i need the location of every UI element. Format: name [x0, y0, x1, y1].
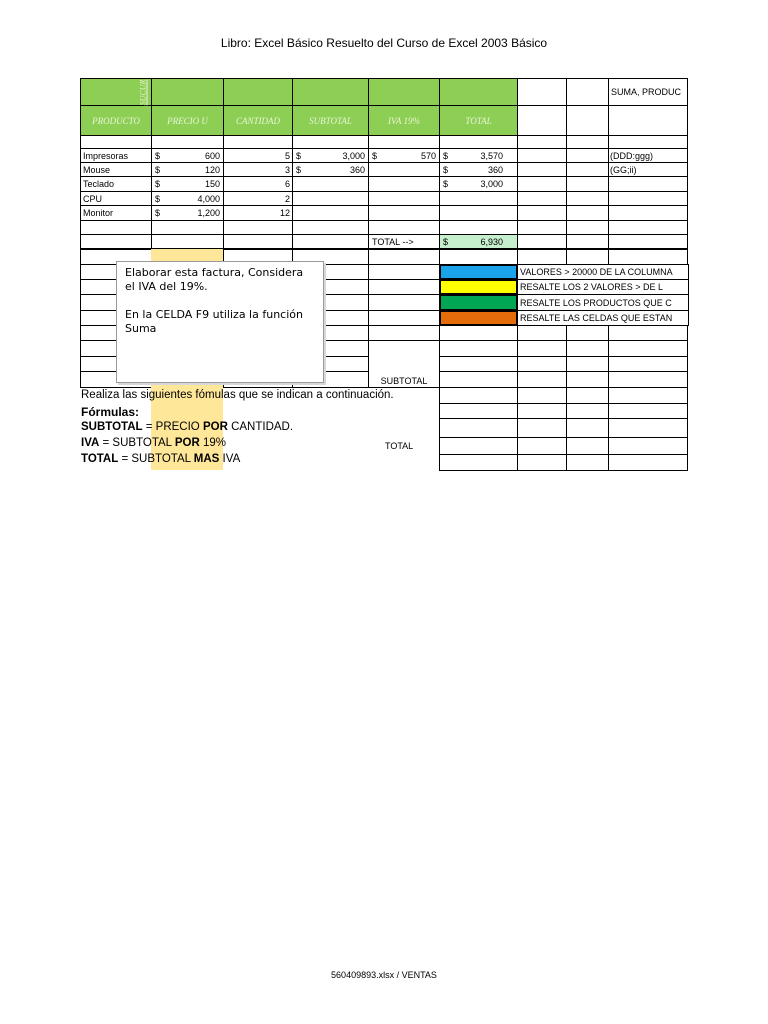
suma-header-cell[interactable]: [608, 78, 688, 106]
grid-cell[interactable]: [566, 162, 609, 177]
table-cell-total[interactable]: [439, 162, 518, 177]
column-header-5: [439, 105, 518, 136]
cell-text: $: [155, 164, 161, 175]
side-label: SUCUR: [138, 79, 148, 106]
grid-cell[interactable]: [517, 78, 567, 106]
cell-text: CPU: [83, 193, 103, 204]
cell-text: TOTAL -->: [372, 236, 414, 247]
grid-cell[interactable]: [517, 403, 567, 419]
grid-cell[interactable]: [439, 437, 518, 455]
grid-cell[interactable]: [517, 418, 567, 438]
cell-text: 5: [284, 150, 290, 161]
cell-text: PRECIO U: [167, 115, 208, 126]
grid-cell[interactable]: [566, 191, 609, 206]
cell-text: 6: [284, 179, 290, 189]
cell-text: $: [155, 179, 161, 189]
cell-text: 3,000: [342, 150, 365, 161]
cell-text: CANTIDAD: [235, 115, 280, 126]
grid-cell[interactable]: [439, 325, 518, 341]
table-cell-subtotal[interactable]: [292, 205, 369, 221]
legend-text[interactable]: [517, 294, 689, 311]
grid-cell[interactable]: [292, 234, 369, 249]
grid-cell[interactable]: [608, 162, 688, 177]
cell-text: $: [443, 150, 449, 161]
grid-cell[interactable]: [566, 249, 609, 265]
cell-text: Mouse: [83, 164, 111, 175]
cell-text: 1,200: [197, 208, 220, 218]
total-value-cell[interactable]: [439, 234, 518, 249]
grid-cell[interactable]: [80, 135, 152, 149]
cell-text: SUBTOTAL: [380, 376, 428, 386]
column-header-3: [292, 105, 369, 136]
column-header-2: [223, 105, 293, 136]
grid-cell[interactable]: [608, 249, 688, 265]
grid-cell[interactable]: [566, 176, 609, 192]
legend-swatch[interactable]: [439, 279, 518, 295]
cell-text: $: [443, 179, 449, 189]
cell-text: SUBTOTAL: [309, 115, 352, 126]
cell-text: 6,930: [480, 236, 503, 247]
table-cell-producto[interactable]: [80, 162, 152, 177]
formula-iva: IVA = SUBTOTAL POR 19%: [81, 437, 226, 449]
grid-cell[interactable]: [368, 135, 440, 149]
grid-cell[interactable]: [566, 340, 609, 357]
grid-cell[interactable]: [368, 310, 440, 326]
legend-text[interactable]: [517, 264, 689, 280]
grid-cell[interactable]: [608, 403, 688, 419]
grid-cell[interactable]: [608, 356, 688, 372]
legend-text[interactable]: [517, 310, 689, 326]
grid-cell[interactable]: [439, 371, 518, 388]
grid-cell[interactable]: [608, 387, 688, 404]
cell-text: $: [296, 150, 302, 161]
column-header-1: [151, 105, 224, 136]
grid-cell[interactable]: [566, 78, 609, 106]
table-cell-total[interactable]: [439, 191, 518, 206]
grid-cell[interactable]: [517, 340, 567, 357]
grid-cell[interactable]: [566, 418, 609, 438]
grid-cell[interactable]: [608, 325, 688, 341]
grid-cell[interactable]: [439, 387, 518, 404]
grid-cell[interactable]: [566, 105, 609, 136]
cell-text: 360: [349, 164, 365, 175]
table-cell-cantidad[interactable]: [223, 176, 293, 192]
bottom-total-label: TOTAL: [385, 441, 414, 451]
cell-text: 150: [204, 179, 220, 189]
column-header-0: [80, 105, 152, 136]
table-cell-total[interactable]: [439, 176, 518, 192]
note-line-1: Elaborar esta factura, Considera el IVA del 19%.: [125, 266, 304, 293]
table-cell-producto[interactable]: [80, 148, 152, 163]
table-cell-producto[interactable]: [80, 205, 152, 221]
grid-cell[interactable]: [566, 325, 609, 341]
table-cell-iva[interactable]: [368, 176, 440, 192]
grid-cell[interactable]: [517, 148, 567, 163]
table-cell-subtotal[interactable]: [292, 176, 369, 192]
cell-text: 120: [204, 164, 220, 175]
table-cell-total[interactable]: [439, 148, 518, 163]
header-cell-top: [292, 78, 369, 106]
grid-cell[interactable]: [80, 234, 152, 249]
cell-text: IVA 19%: [388, 115, 420, 126]
cell-text: Monitor: [83, 208, 114, 218]
cell-text: $: [443, 236, 449, 247]
cell-text: (GG;ii): [610, 164, 637, 175]
grid-cell[interactable]: [439, 249, 518, 265]
header-cell-top: [439, 78, 518, 106]
grid-cell[interactable]: [439, 356, 518, 372]
page-header: Libro: Excel Básico Resuelto del Curso de Excel 2003 Básico: [220, 36, 548, 50]
table-cell-iva[interactable]: [368, 148, 440, 163]
cell-text: RESALTE LOS PRODUCTOS QUE C: [520, 297, 672, 308]
grid-cell[interactable]: [608, 371, 688, 388]
cell-text: RESALTE LAS CELDAS QUE ESTAN: [520, 313, 673, 323]
table-cell-cantidad[interactable]: [223, 148, 293, 163]
cell-text: Impresoras: [83, 150, 129, 161]
table-cell-subtotal[interactable]: [292, 148, 369, 163]
grid-cell[interactable]: [517, 162, 567, 177]
cell-text: VALORES > 20000 DE LA COLUMNA: [520, 267, 673, 277]
grid-cell[interactable]: [608, 437, 688, 455]
grid-cell[interactable]: [368, 279, 440, 295]
formula-subtotal: SUBTOTAL = PRECIO POR CANTIDAD.: [81, 421, 294, 433]
cell-text: $: [155, 208, 161, 218]
grid-cell[interactable]: [439, 220, 518, 235]
cell-text: Teclado: [83, 179, 115, 189]
grid-cell[interactable]: [608, 418, 688, 438]
grid-cell[interactable]: [608, 205, 688, 221]
grid-cell[interactable]: [223, 135, 293, 149]
table-cell-subtotal[interactable]: [292, 162, 369, 177]
cell-text: 12: [279, 208, 290, 218]
header-cell-top: [368, 78, 440, 106]
column-header-4: [368, 105, 440, 136]
table-cell-cantidad[interactable]: [223, 191, 293, 206]
grid-cell[interactable]: [566, 437, 609, 455]
cell-text: 2: [284, 193, 290, 204]
cell-text: $: [155, 193, 161, 204]
grid-cell[interactable]: [517, 176, 567, 192]
table-cell-subtotal[interactable]: [292, 191, 369, 206]
grid-cell[interactable]: [517, 234, 567, 249]
comment-note[interactable]: [116, 261, 324, 383]
grid-cell[interactable]: [151, 234, 224, 249]
grid-cell[interactable]: [608, 220, 688, 235]
grid-cell[interactable]: [368, 264, 440, 280]
grid-cell[interactable]: [517, 371, 567, 388]
grid-cell[interactable]: [566, 220, 609, 235]
grid-cell[interactable]: [608, 454, 688, 471]
table-cell-cantidad[interactable]: [223, 162, 293, 177]
grid-cell[interactable]: [608, 176, 688, 192]
cell-text: 3,000: [480, 179, 503, 189]
grid-cell[interactable]: [517, 191, 567, 206]
legend-swatch[interactable]: [439, 310, 518, 326]
grid-cell[interactable]: [368, 325, 440, 341]
table-cell-iva[interactable]: [368, 191, 440, 206]
grid-cell[interactable]: [517, 437, 567, 455]
grid-cell[interactable]: [368, 220, 440, 235]
formula-total: TOTAL = SUBTOTAL MAS IVA: [81, 453, 241, 465]
header-cell-top: [151, 78, 224, 106]
cell-text: $: [443, 164, 449, 175]
grid-cell[interactable]: [566, 371, 609, 388]
cell-text: 3: [284, 164, 290, 175]
table-cell-producto[interactable]: [80, 176, 152, 192]
grid-cell[interactable]: [80, 220, 152, 235]
table-cell-cantidad[interactable]: [223, 205, 293, 221]
grid-cell[interactable]: [566, 135, 609, 149]
cell-text: $: [155, 150, 161, 161]
grid-cell[interactable]: [608, 191, 688, 206]
cell-text: TOTAL: [465, 115, 492, 126]
grid-cell[interactable]: [566, 148, 609, 163]
grid-cell[interactable]: [517, 220, 567, 235]
instructions-intro: Realiza las siguientes fómulas que se indican a continuación.: [81, 389, 394, 401]
page-footer: 560409893.xlsx / VENTAS: [331, 970, 437, 980]
grid-cell[interactable]: [439, 403, 518, 419]
header-cell-top: [223, 78, 293, 106]
grid-cell[interactable]: [151, 220, 224, 235]
grid-cell[interactable]: [223, 220, 293, 235]
grid-cell[interactable]: [566, 387, 609, 404]
grid-cell[interactable]: [517, 387, 567, 404]
grid-cell[interactable]: [517, 105, 567, 136]
grid-cell[interactable]: [223, 234, 293, 249]
grid-cell[interactable]: [608, 105, 688, 136]
table-cell-iva[interactable]: [368, 162, 440, 177]
grid-cell[interactable]: [292, 220, 369, 235]
cell-text: 600: [204, 150, 220, 161]
cell-text: 4,000: [197, 193, 220, 204]
grid-cell[interactable]: [439, 340, 518, 357]
formulas-heading: Fórmulas:: [81, 405, 140, 419]
grid-cell[interactable]: [566, 403, 609, 419]
grid-cell[interactable]: [368, 249, 440, 265]
table-cell-iva[interactable]: [368, 205, 440, 221]
cell-text: RESALTE LOS 2 VALORES > DE L: [520, 282, 663, 292]
table-cell-precio[interactable]: [151, 148, 224, 163]
cell-text: $: [296, 164, 302, 175]
grid-cell[interactable]: [517, 454, 567, 471]
grid-cell[interactable]: [517, 325, 567, 341]
grid-cell[interactable]: [517, 205, 567, 221]
cell-text: 570: [420, 150, 436, 161]
grid-cell[interactable]: [566, 234, 609, 249]
grid-cell[interactable]: [608, 340, 688, 357]
table-cell-precio[interactable]: [151, 205, 224, 221]
table-cell-precio[interactable]: [151, 162, 224, 177]
cell-text: SUMA, PRODUC: [611, 87, 682, 97]
grid-cell[interactable]: [608, 234, 688, 249]
grid-cell[interactable]: [292, 135, 369, 149]
cell-text: $: [372, 150, 378, 161]
table-cell-precio[interactable]: [151, 191, 224, 206]
legend-text[interactable]: [517, 279, 689, 295]
grid-cell[interactable]: [439, 418, 518, 438]
legend-swatch[interactable]: [439, 264, 518, 280]
grid-cell[interactable]: [566, 205, 609, 221]
table-cell-producto[interactable]: [80, 191, 152, 206]
legend-swatch[interactable]: [439, 294, 518, 311]
grid-cell[interactable]: [608, 135, 688, 149]
grid-cell[interactable]: [151, 135, 224, 149]
grid-cell[interactable]: [517, 135, 567, 149]
cell-text: (DDD:ggg): [610, 150, 654, 161]
grid-cell[interactable]: [517, 356, 567, 372]
grid-cell[interactable]: [439, 454, 518, 471]
table-cell-total[interactable]: [439, 205, 518, 221]
grid-cell[interactable]: [566, 454, 609, 471]
cell-text: 360: [487, 164, 503, 175]
grid-cell[interactable]: [517, 249, 567, 265]
total-label-cell[interactable]: [368, 234, 440, 249]
cell-text: PRODUCTO: [92, 115, 140, 126]
cell-text: 3,570: [480, 150, 503, 161]
table-cell-precio[interactable]: [151, 176, 224, 192]
grid-cell[interactable]: [368, 294, 440, 311]
subtotal-label-cell[interactable]: [368, 340, 440, 388]
grid-cell[interactable]: [608, 148, 688, 163]
note-line-2: En la CELDA F9 utiliza la función Suma: [125, 308, 303, 335]
grid-cell[interactable]: [566, 356, 609, 372]
grid-cell[interactable]: [439, 135, 518, 149]
